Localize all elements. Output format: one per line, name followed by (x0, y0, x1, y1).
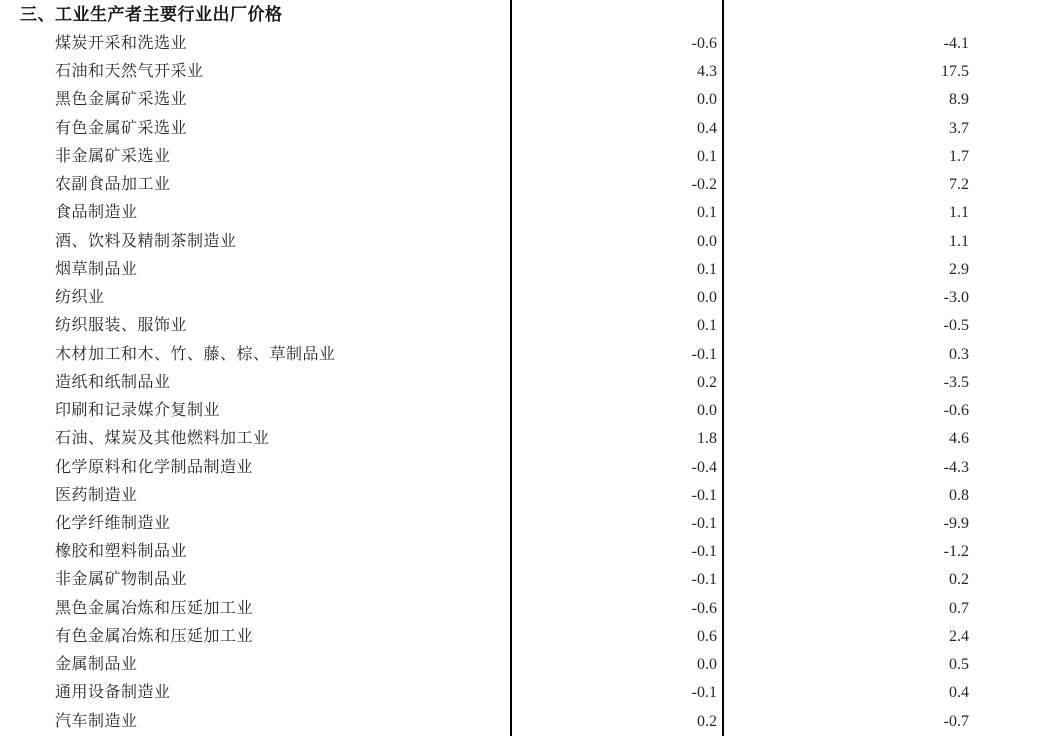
table-row (0, 369, 1055, 397)
table-row (0, 312, 1055, 340)
section-title: 三、工业生产者主要行业出厂价格 (20, 5, 283, 24)
value-column-2: 0.4 (949, 684, 969, 702)
value-column-2: 0.8 (949, 486, 969, 504)
table-row (0, 679, 1055, 707)
table-row (0, 30, 1055, 58)
value-column-2: -3.5 (943, 373, 969, 391)
value-column-2: 17.5 (941, 63, 969, 81)
industry-name: 食品制造业 (55, 204, 138, 222)
table-row (0, 425, 1055, 453)
value-column-2: 1.7 (949, 147, 969, 165)
industry-name: 橡胶和塑料制品业 (55, 543, 188, 561)
table-row (0, 538, 1055, 566)
industry-name: 农副食品加工业 (55, 176, 171, 194)
value-column-1: 0.0 (697, 289, 717, 307)
value-column-1: -0.1 (691, 486, 717, 504)
value-column-2: -4.3 (943, 458, 969, 476)
industry-name: 非金属矿物制品业 (55, 571, 188, 589)
industry-name: 有色金属冶炼和压延加工业 (55, 627, 254, 645)
table-row (0, 115, 1055, 143)
industry-name: 金属制品业 (55, 656, 138, 674)
value-column-2: -1.2 (943, 543, 969, 561)
value-column-1: 0.1 (697, 260, 717, 278)
value-column-2: 2.9 (949, 260, 969, 278)
value-column-2: -0.7 (943, 712, 969, 730)
industry-name: 化学纤维制造业 (55, 514, 171, 532)
value-column-1: 0.0 (697, 656, 717, 674)
table-row (0, 86, 1055, 114)
industry-name: 纺织服装、服饰业 (55, 317, 188, 335)
value-column-1: 0.6 (697, 627, 717, 645)
industry-name: 石油和天然气开采业 (55, 63, 204, 81)
value-column-1: -0.6 (691, 35, 717, 52)
industry-name: 汽车制造业 (55, 712, 138, 730)
value-column-1: 1.8 (697, 430, 717, 448)
industry-name: 有色金属矿采选业 (55, 119, 188, 137)
industry-name: 石油、煤炭及其他燃料加工业 (55, 430, 270, 448)
industry-name: 煤炭开采和洗选业 (55, 35, 188, 52)
value-column-1: -0.4 (691, 458, 717, 476)
table-row (0, 595, 1055, 623)
table-row (0, 143, 1055, 171)
value-column-2: -3.0 (943, 289, 969, 307)
table-row (0, 454, 1055, 482)
value-column-1: 0.1 (697, 204, 717, 222)
value-column-2: 4.6 (949, 430, 969, 448)
industry-name: 黑色金属冶炼和压延加工业 (55, 599, 254, 617)
value-column-1: 0.4 (697, 119, 717, 137)
value-column-1: 0.0 (697, 402, 717, 420)
industry-name: 纺织业 (55, 289, 105, 307)
value-column-1: 0.1 (697, 317, 717, 335)
value-column-1: -0.2 (691, 176, 717, 194)
table-row (0, 58, 1055, 86)
table-row (0, 651, 1055, 679)
table-row (0, 482, 1055, 510)
industry-name: 烟草制品业 (55, 260, 138, 278)
industry-name: 非金属矿采选业 (55, 147, 171, 165)
industry-name: 造纸和纸制品业 (55, 373, 171, 391)
table-row (0, 397, 1055, 425)
table-row (0, 199, 1055, 227)
industry-name: 黑色金属矿采选业 (55, 91, 188, 109)
value-column-2: 0.5 (949, 656, 969, 674)
value-column-2: 2.4 (949, 627, 969, 645)
industry-name: 通用设备制造业 (55, 684, 171, 702)
value-column-2: 7.2 (949, 176, 969, 194)
table-row (0, 623, 1055, 651)
value-column-2: 1.1 (949, 204, 969, 222)
value-column-2: 0.7 (949, 599, 969, 617)
table-row (0, 708, 1055, 736)
table-row (0, 510, 1055, 538)
value-column-1: 0.0 (697, 91, 717, 109)
value-column-1: -0.1 (691, 514, 717, 532)
industry-name: 医药制造业 (55, 486, 138, 504)
industry-name: 酒、饮料及精制茶制造业 (55, 232, 237, 250)
industry-name: 木材加工和木、竹、藤、棕、草制品业 (55, 345, 336, 363)
table-row (0, 228, 1055, 256)
value-column-1: -0.1 (691, 571, 717, 589)
value-column-2: -0.6 (943, 402, 969, 420)
value-column-1: 0.1 (697, 147, 717, 165)
table-row (0, 171, 1055, 199)
table-row (0, 256, 1055, 284)
table-row (0, 566, 1055, 594)
value-column-2: 8.9 (949, 91, 969, 109)
value-column-1: -0.1 (691, 543, 717, 561)
value-column-1: 0.0 (697, 232, 717, 250)
value-column-2: 0.3 (949, 345, 969, 363)
value-column-2: -0.5 (943, 317, 969, 335)
value-column-2: -4.1 (943, 35, 969, 52)
industry-price-table (0, 30, 1055, 736)
table-row (0, 284, 1055, 312)
value-column-1: 4.3 (697, 63, 717, 81)
value-column-2: 3.7 (949, 119, 969, 137)
value-column-2: -9.9 (943, 514, 969, 532)
value-column-1: -0.6 (691, 599, 717, 617)
value-column-1: -0.1 (691, 345, 717, 363)
value-column-2: 0.2 (949, 571, 969, 589)
value-column-1: -0.1 (691, 684, 717, 702)
value-column-2: 1.1 (949, 232, 969, 250)
industry-name: 印刷和记录媒介复制业 (55, 402, 221, 420)
industry-name: 化学原料和化学制品制造业 (55, 458, 254, 476)
value-column-1: 0.2 (697, 712, 717, 730)
table-row (0, 341, 1055, 369)
value-column-1: 0.2 (697, 373, 717, 391)
